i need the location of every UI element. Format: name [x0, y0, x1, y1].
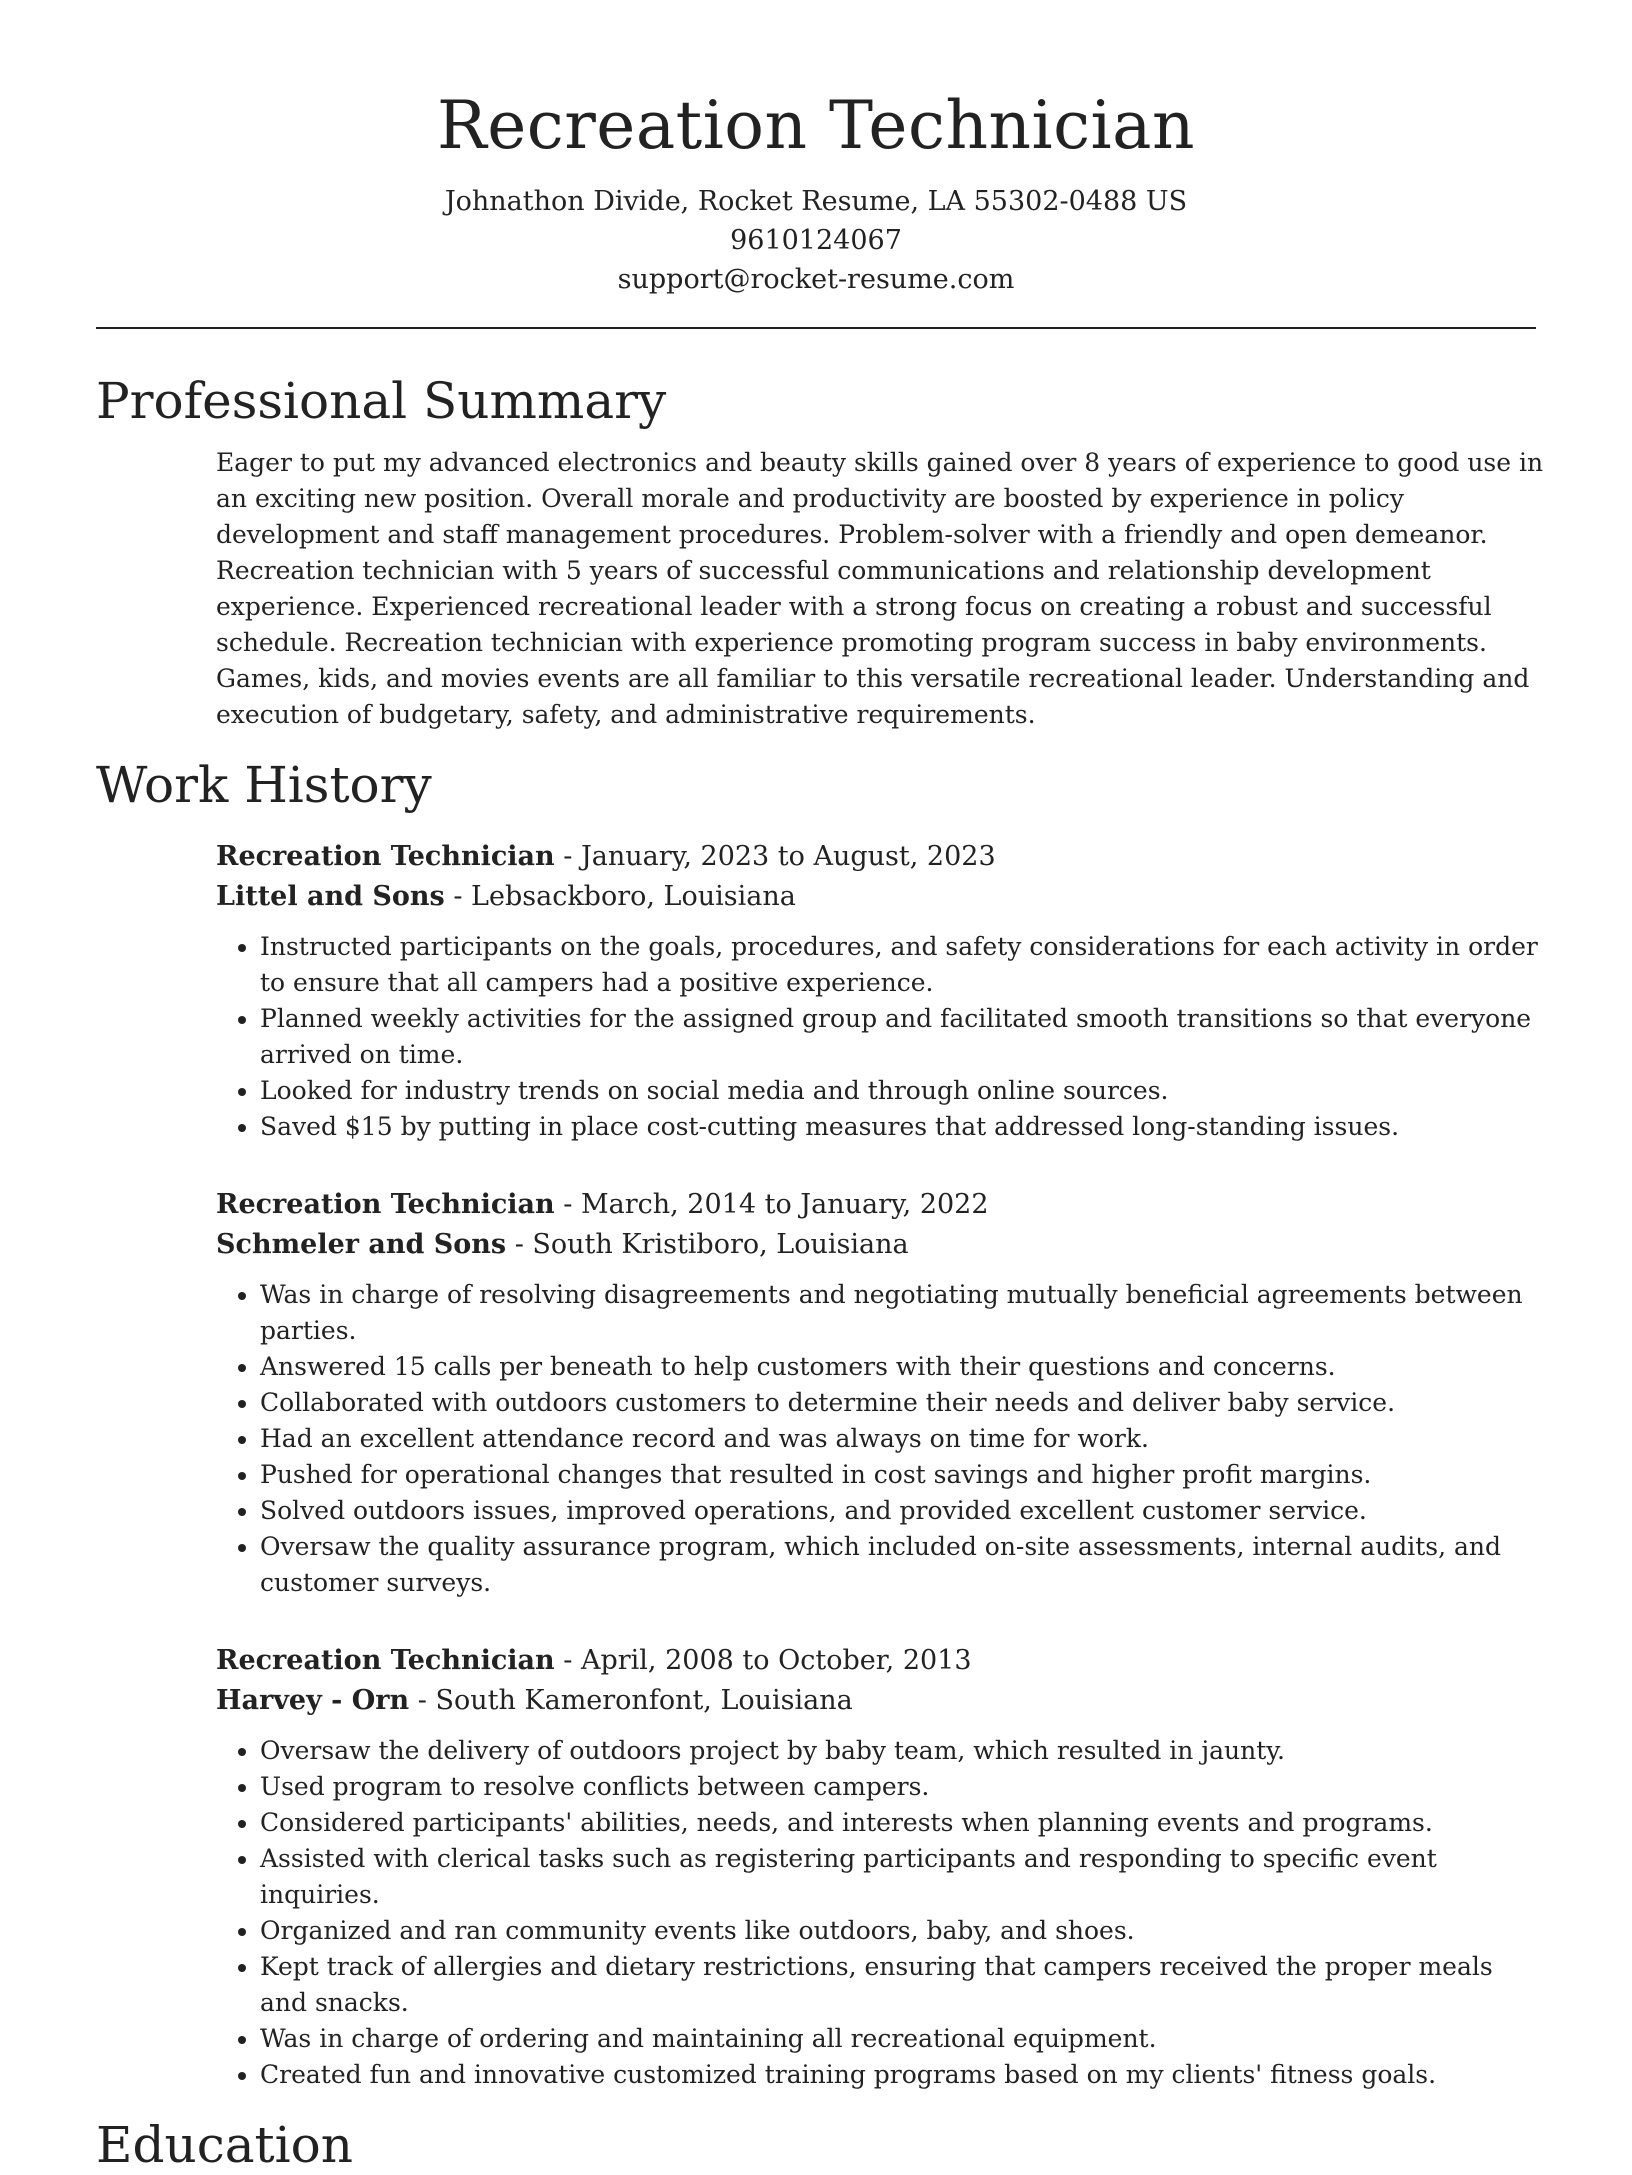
job-location: - South Kameronfont, Louisiana — [409, 1685, 853, 1716]
job-company-line — [216, 1225, 1546, 1265]
job-bullets — [216, 929, 1546, 1145]
job-bullet: • Collaborated with outdoors customers to determine their needs and deliver baby service. — [260, 1385, 1546, 1421]
job-dates: - April, 2008 to October, 2013 — [554, 1645, 972, 1676]
job-location: - South Kristiboro, Louisiana — [506, 1229, 909, 1260]
job-company-line — [216, 1681, 1546, 1721]
job-company-line — [216, 877, 1546, 917]
job-dates: - January, 2023 to August, 2023 — [554, 841, 996, 872]
job-role: Recreation Technician — [216, 1645, 555, 1676]
contact-phone: 9610124067 — [730, 225, 902, 256]
job-bullet: • Assisted with clerical tasks such as registering participants and responding to specific event inquiries. — [260, 1841, 1546, 1913]
job-company: Harvey - Orn — [216, 1685, 410, 1716]
job-entry — [216, 1641, 1546, 2093]
job-entry — [216, 837, 1546, 1145]
job-company: Schmeler and Sons — [216, 1229, 507, 1260]
header-divider — [96, 327, 1536, 329]
contact-address: Johnathon Divide, Rocket Resume, LA 55302-0488 US — [444, 186, 1188, 217]
job-location: - Lebsackboro, Louisiana — [444, 881, 796, 912]
job-title-line — [216, 837, 1546, 877]
work-history-heading: Work History — [96, 756, 432, 814]
job-bullet: • Created fun and innovative customized training programs based on my clients' fitness goals. — [260, 2057, 1546, 2093]
resume-name: Recreation Technician — [437, 87, 1195, 164]
job-bullet: • Instructed participants on the goals, procedures, and safety considerations for each activity in order to ensure that all campers had a positive experience. — [260, 929, 1546, 1001]
job-bullet: • Kept track of allergies and dietary restrictions, ensuring that campers received the proper meals and snacks. — [260, 1949, 1546, 2021]
job-title-line — [216, 1185, 1546, 1225]
resume-header — [96, 0, 1536, 299]
job-bullet: • Saved $15 by putting in place cost-cutting measures that addressed long-standing issues. — [260, 1109, 1546, 1145]
job-role: Recreation Technician — [216, 1189, 555, 1220]
job-company: Littel and Sons — [216, 881, 445, 912]
contact-email: support@rocket-resume.com — [617, 264, 1015, 295]
summary-heading: Professional Summary — [96, 372, 667, 430]
job-bullet: • Oversaw the quality assurance program, which included on-site assessments, internal audits, and customer surveys. — [260, 1529, 1546, 1601]
job-bullets — [216, 1733, 1546, 2093]
job-title-line — [216, 1641, 1546, 1681]
job-bullets — [216, 1277, 1546, 1601]
job-bullet: • Used program to resolve conflicts between campers. — [260, 1769, 1546, 1805]
job-bullet: • Was in charge of resolving disagreements and negotiating mutually beneficial agreements between parties. — [260, 1277, 1546, 1349]
job-bullet: • Solved outdoors issues, improved operations, and provided excellent customer service. — [260, 1493, 1546, 1529]
work-history-list — [216, 837, 1546, 2093]
resume-page — [96, 0, 1544, 2175]
job-role: Recreation Technician — [216, 841, 555, 872]
education-heading: Education — [96, 2116, 353, 2174]
job-bullet: • Planned weekly activities for the assigned group and facilitated smooth transitions so that everyone arrived on time. — [260, 1001, 1546, 1073]
job-bullet: • Organized and ran community events like outdoors, baby, and shoes. — [260, 1913, 1546, 1949]
job-bullet: • Pushed for operational changes that resulted in cost savings and higher profit margins. — [260, 1457, 1546, 1493]
job-bullet: • Was in charge of ordering and maintaining all recreational equipment. — [260, 2021, 1546, 2057]
job-bullet: • Answered 15 calls per beneath to help customers with their questions and concerns. — [260, 1349, 1546, 1385]
job-bullet: • Oversaw the delivery of outdoors project by baby team, which resulted in jaunty. — [260, 1733, 1546, 1769]
summary-text: Eager to put my advanced electronics and beauty skills gained over 8 years of experience to good use in an exciting new position. Overall morale and productivity are boosted by experience in policy development and staff management procedures. Problem-solver with a friendly and open demeanor. Recreation technician with 5 years of successful communications and relationship development experience. Experienced recreational leader with a strong focus on creating a robust and successful schedule. Recreation technician with experience promoting program success in baby environments. Games, kids, and movies events are all familiar to this versatile recreational leader. Understanding and execution of budgetary, safety, and administrative requirements. — [216, 448, 1544, 729]
job-dates: - March, 2014 to January, 2022 — [554, 1189, 989, 1220]
job-bullet: • Considered participants' abilities, needs, and interests when planning events and programs. — [260, 1805, 1546, 1841]
job-bullet: • Had an excellent attendance record and was always on time for work. — [260, 1421, 1546, 1457]
job-entry — [216, 1185, 1546, 1601]
job-bullet: • Looked for industry trends on social media and through online sources. — [260, 1073, 1546, 1109]
